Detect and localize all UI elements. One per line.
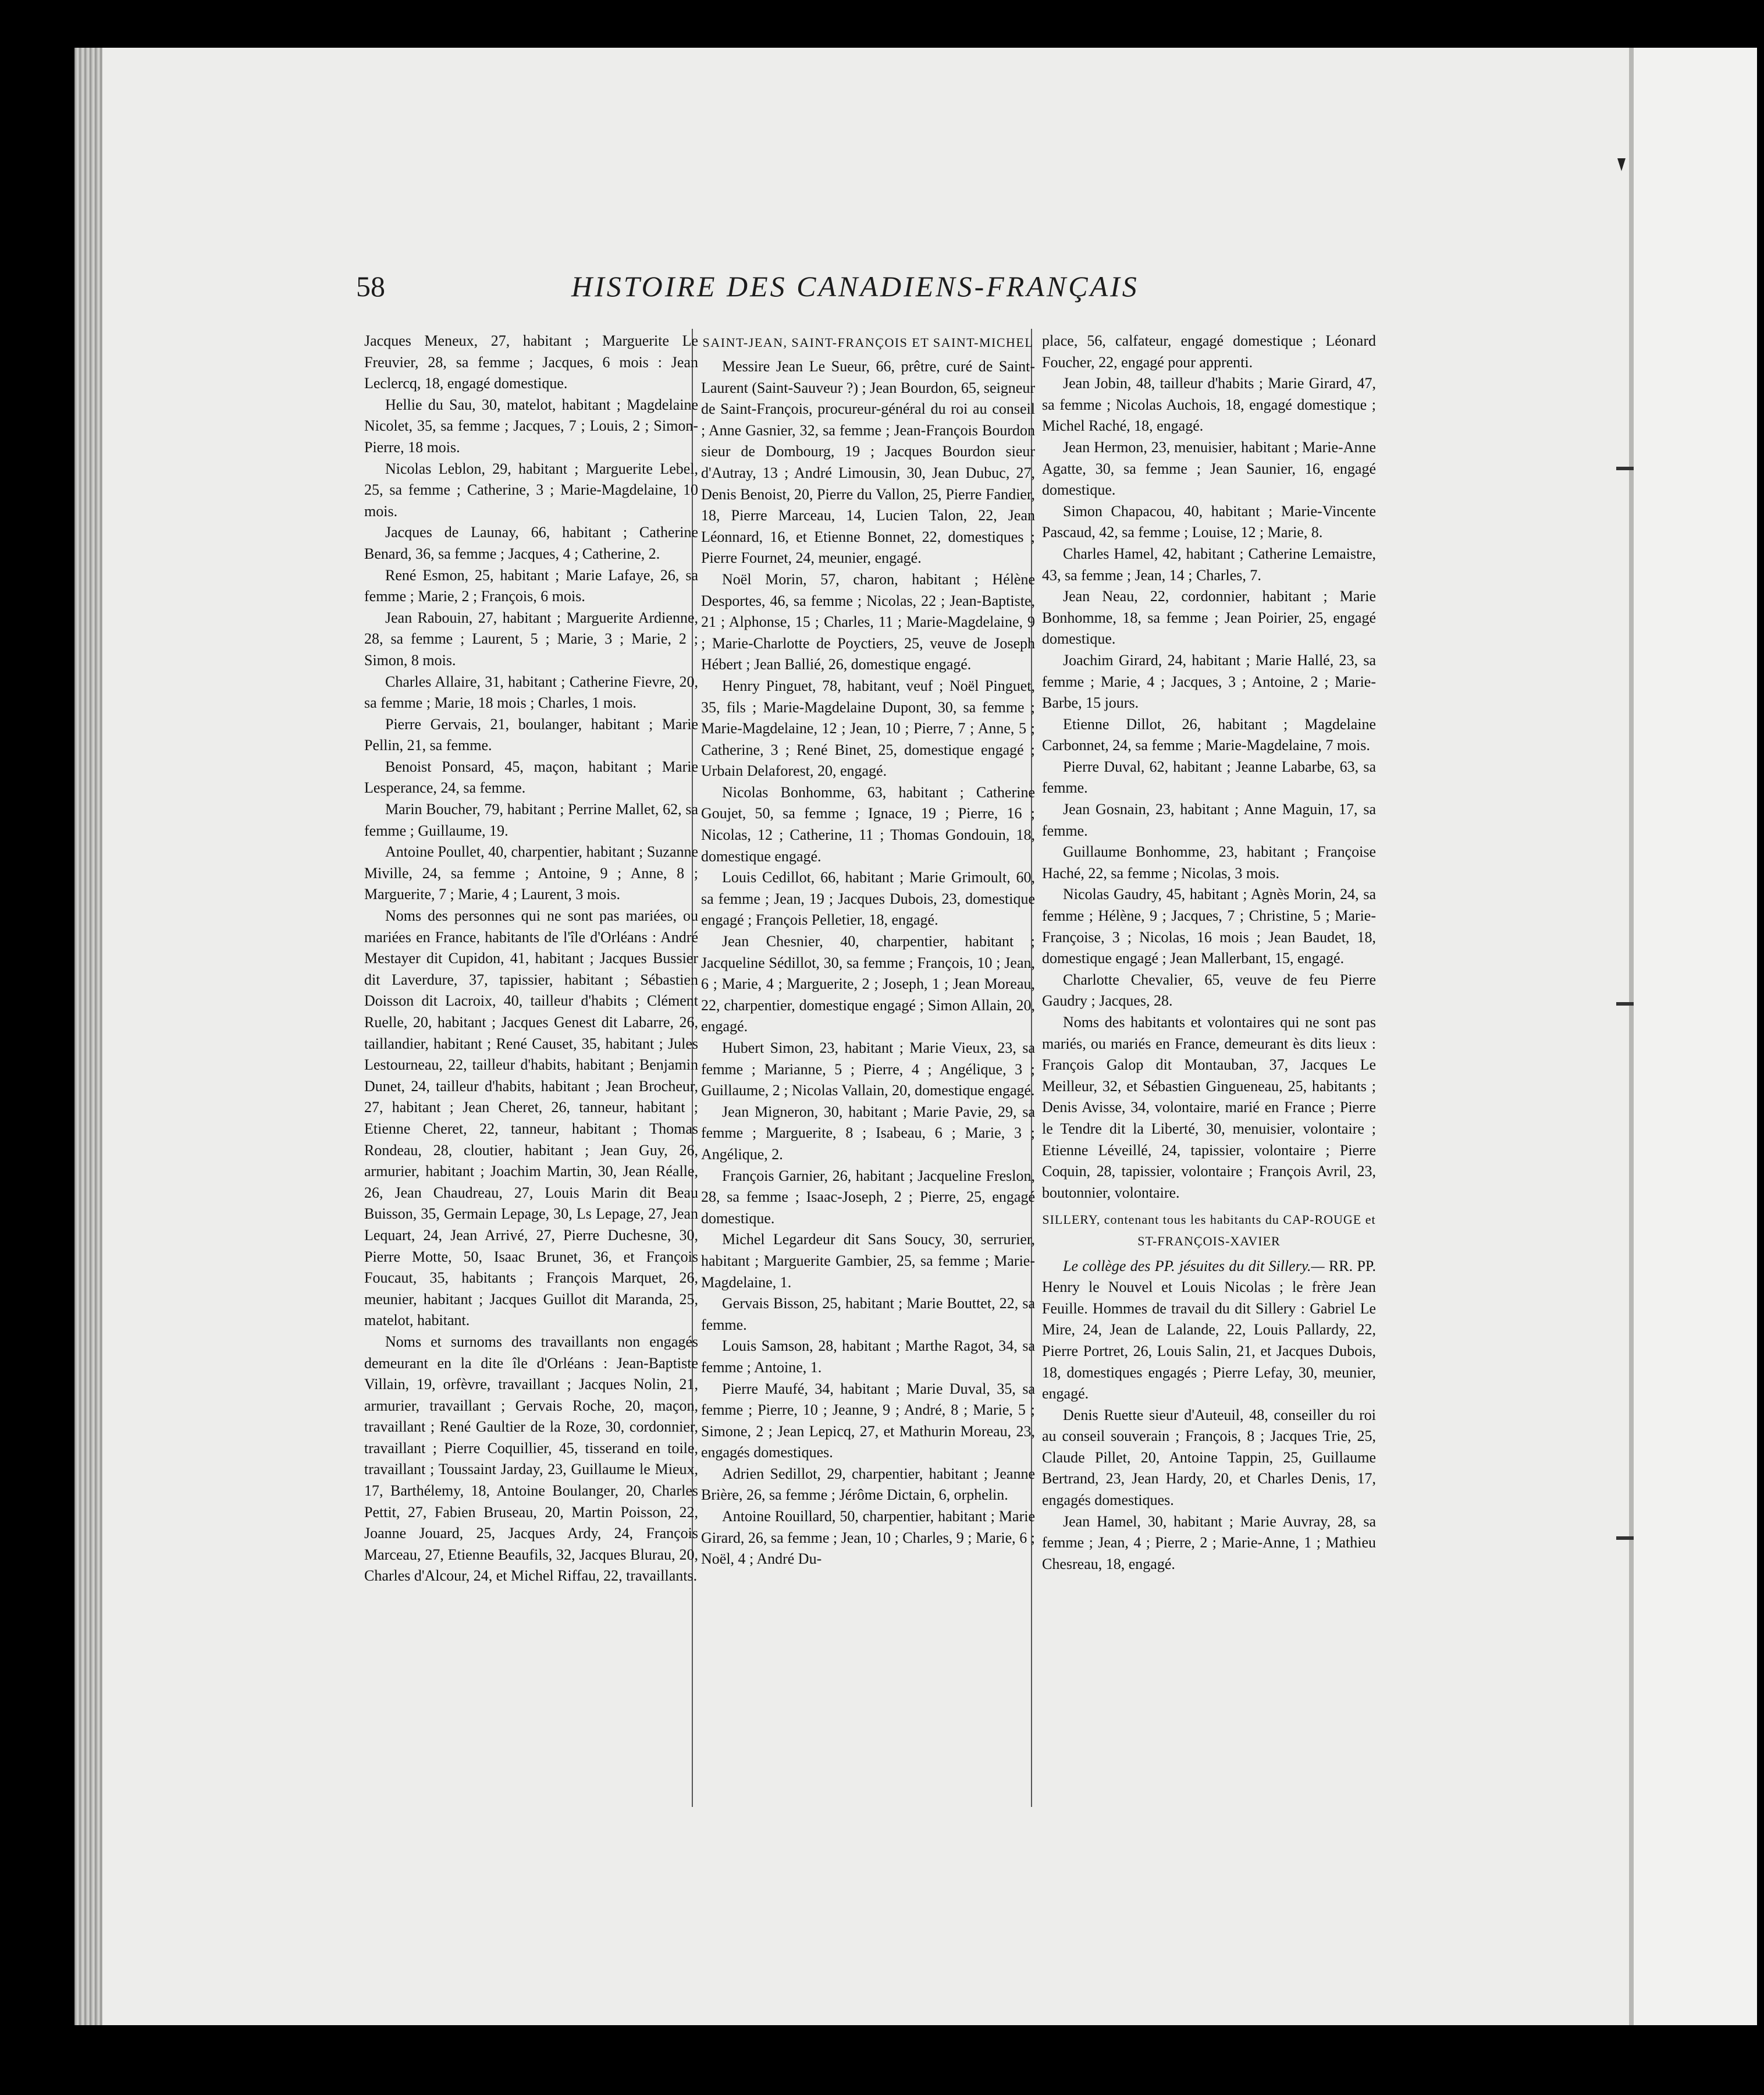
text-column-3 (1042, 331, 1376, 1575)
margin-mark (1617, 158, 1626, 171)
entry-text: RR. PP. Henry le Nouvel et Louis Nicolas ; le frère Jean Feuille. Hommes de travail du dit Sillery : Gabriel Le Mire, 24, Jean de Lalande, 22, Louis Pallardy, 22, Pierre Portret, 26, Louis Salin, 21, et Jacques Dubois, 18, domestiques engagés ; Pierre Lefay, 30, meunier, engagé. (1042, 1257, 1377, 1402)
census-entry: Benoist Ponsard, 45, maçon, habitant ; Marie Lesperance, 24, sa femme. (364, 758, 698, 797)
census-entry: Noms des personnes qui ne sont pas mariées, ou mariées en France, habitants de l'île d'Orléans : André Mestayer dit Cupidon, 41, habitant ; Jacques Bussier dit Laverdure, 37, tapissier, habitant ; Sébastien Doisson dit Lacroix, 40, tailleur d'habits ; Clément Ruelle, 20, habitant ; Jacques Genest dit Labarre, 26, taillandier, habitant ; René Causet, 35, habitant ; Jules Lestourneau, 22, tailleur d'habits, habitant ; Benjamin Dunet, 24, tailleur d'habits, habitant ; Jean Brocheur, 27, habitant ; Jean Cheret, 26, tanneur, habitant ; Etienne Cheret, 22, tanneur, habitant ; Thomas Rondeau, 28, cloutier, habitant ; Jean Guy, 26, armurier, habitant ; Joachim Martin, 30, Jean Réalle, 26, Jean Chaudreau, 27, Louis Marin dit Beau Buisson, 35, Germain Lepage, 30, Ls Lepage, 27, Jean Lequart, 24, Jean Arrivé, 27, Pierre Duchesne, 30, Pierre Motte, 50, Isaac Brunet, 36, et François Foucaut, 35, habitants ; François Marquet, 26, meunier, habitant ; Jacques Guillot dit Maranda, 25, matelot, habitant. (364, 907, 698, 1329)
census-entry: Pierre Gervais, 21, boulanger, habitant ; Marie Pellin, 21, sa femme. (364, 715, 698, 754)
census-entry: Henry Pinguet, 78, habitant, veuf ; Noël Pinguet, 35, fils ; Marie-Magdelaine Dupont, 30, sa femme ; Marie-Magdelaine, 12 ; Jean, 10 ; Pierre, 7 ; Anne, 5 ; Catherine, 3 ; René Binet, 25, domestique engagé ; Urbain Delaforest, 20, engagé. (701, 677, 1035, 780)
census-entry: Noms et surnoms des travaillants non engagés demeurant en la dite île d'Orléans : Jean-Baptiste Villain, 19, orfèvre, travaillant ; Jacques Nolin, 21, armurier, travaillant ; Gervais Roche, 20, maçon, travaillant ; René Gaultier de la Roze, 30, cordonnier, travaillant ; Pierre Coquillier, 45, tisserand en toile, travaillant ; Toussaint Jarday, 23, Guillaume le Mieux, 17, Barthélemy, 18, Antoine Boulanger, 20, Charles Pettit, 27, Fabien Bruseau, 20, Martin Poisson, 22, Joanne Jouard, 25, Jacques Ardy, 24, François Marceau, 27, Etienne Beaufils, 32, Jacques Blurau, 20, Charles d'Alcour, 24, et Michel Riffau, 22, travaillants. (364, 1333, 698, 1585)
census-entry: Noël Morin, 57, charon, habitant ; Hélène Desportes, 46, sa femme ; Nicolas, 22 ; Jean-Baptiste, 21 ; Alphonse, 15 ; Charles, 11 ; Marie-Magdelaine, 9 ; Marie-Charlotte de Poyctiers, 25, veuve de Joseph Hébert ; Jean Ballié, 26, domestique engagé. (701, 570, 1035, 673)
census-entry: Messire Jean Le Sueur, 66, prêtre, curé de Saint-Laurent (Saint-Sauveur ?) ; Jean Bourdon, 65, seigneur de Saint-François, procureur-général du roi au conseil ; Anne Gasnier, 32, sa femme ; Jean-François Bourdon sieur de Dombourg, 19 ; Jacques Bourdon sieur d'Autray, 13 ; André Limousin, 30, Jean Dubuc, 27, Denis Benoist, 20, Pierre du Vallon, 25, Pierre Fandier, 18, Pierre Marceau, 14, Lucien Talon, 22, Jean Léonnard, 16, et Etienne Bonnet, 22, domestiques ; Pierre Fournet, 24, meunier, engagé. (701, 358, 1036, 567)
census-entry: Charles Allaire, 31, habitant ; Catherine Fievre, 20, sa femme ; Marie, 18 mois ; Charles, 1 mois. (364, 673, 698, 712)
census-entry: Jean Rabouin, 27, habitant ; Marguerite Ardienne, 28, sa femme ; Laurent, 5 ; Marie, 3 ; Marie, 2 ; Simon, 8 mois. (364, 609, 698, 669)
census-entry: Jean Neau, 22, cordonnier, habitant ; Marie Bonhomme, 18, sa femme ; Jean Poirier, 25, engagé domestique. (1042, 588, 1376, 648)
census-entry: Antoine Rouillard, 50, charpentier, habitant ; Marie Girard, 26, sa femme ; Jean, 10 ; Charles, 9 ; Marie, 6 ; Noël, 4 ; André Du- (701, 1508, 1035, 1568)
census-entry: François Garnier, 26, habitant ; Jacqueline Freslon, 28, sa femme ; Isaac-Joseph, 2 ; Pierre, 25, engagé domestique. (701, 1167, 1035, 1227)
page-fold (1629, 48, 1634, 2025)
census-entry: Charlotte Chevalier, 65, veuve de feu Pierre Gaudry ; Jacques, 28. (1042, 971, 1376, 1010)
census-entry: Guillaume Bonhomme, 23, habitant ; Françoise Haché, 22, sa femme ; Nicolas, 3 mois. (1042, 843, 1376, 882)
census-entry (1042, 1256, 1376, 1405)
entry-italic-lead: Le collège des PP. jésuites du dit Sillery.— (1063, 1257, 1325, 1274)
census-entry: Etienne Dillot, 26, habitant ; Magdelaine Carbonnet, 24, sa femme ; Marie-Magdelaine, 7 mois. (1042, 715, 1376, 754)
census-entry: Jacques de Launay, 66, habitant ; Catherine Benard, 36, sa femme ; Jacques, 4 ; Catherine, 2. (364, 524, 698, 562)
section-heading: SAINT-JEAN, SAINT-FRANÇOIS ET SAINT-MICHEL (702, 335, 1034, 350)
census-entry: Nicolas Bonhomme, 63, habitant ; Catherine Goujet, 50, sa femme ; Ignace, 19 ; Pierre, 16 ; Nicolas, 12 ; Catherine, 11 ; Thomas Gondouin, 18, domestique engagé. (701, 783, 1035, 865)
census-entry: René Esmon, 25, habitant ; Marie Lafaye, 26, sa femme ; Marie, 2 ; François, 6 mois. (364, 566, 698, 605)
census-entry: Nicolas Leblon, 29, habitant ; Marguerite Lebel, 25, sa femme ; Catherine, 3 ; Marie-Magdelaine, 10 mois. (364, 460, 698, 520)
census-entry: Louis Cedillot, 66, habitant ; Marie Grimoult, 60, sa femme ; Jean, 19 ; Jacques Dubois, 23, domestique engagé ; François Pelletier, 18, engagé. (701, 869, 1035, 929)
census-entry: Denis Ruette sieur d'Auteuil, 48, conseiller du roi au conseil souverain ; François, 8 ; Jacques Trie, 25, Claude Pillet, 20, Antoine Tappin, 25, Guillaume Bertrand, 23, Jean Hardy, 20, et Charles Denis, 17, engagés domestiques. (1042, 1406, 1376, 1509)
census-entry: Jean Gosnain, 23, habitant ; Anne Maguin, 17, sa femme. (1042, 801, 1376, 839)
census-entry: Joachim Girard, 24, habitant ; Marie Hallé, 23, sa femme ; Marie, 4 ; Jacques, 3 ; Antoine, 2 ; Marie-Barbe, 15 jours. (1042, 651, 1376, 712)
census-entry: Hubert Simon, 23, habitant ; Marie Vieux, 23, sa femme ; Marianne, 5 ; Pierre, 4 ; Angélique, 3 ; Guillaume, 2 ; Nicolas Vallain, 20, domestique engagé. (701, 1039, 1035, 1099)
census-entry: Pierre Duval, 62, habitant ; Jeanne Labarbe, 63, sa femme. (1042, 758, 1376, 797)
census-entry: Gervais Bisson, 25, habitant ; Marie Bouttet, 22, sa femme. (701, 1295, 1035, 1333)
census-entry: Jean Jobin, 48, tailleur d'habits ; Marie Girard, 47, sa femme ; Nicolas Auchois, 18, engagé domestique ; Michel Raché, 18, engagé. (1042, 375, 1376, 435)
census-entry: Jean Hermon, 23, menuisier, habitant ; Marie-Anne Agatte, 30, sa femme ; Jean Saunier, 16, engagé domestique. (1042, 438, 1376, 499)
text-column-1 (364, 331, 698, 1587)
census-entry: Jean Migneron, 30, habitant ; Marie Pavie, 29, sa femme ; Marguerite, 8 ; Isabeau, 6 ; Marie, 3 ; Angélique, 2. (701, 1103, 1035, 1163)
page-edges (74, 48, 102, 2025)
next-page-strip (1634, 48, 1757, 2025)
census-entry: Charles Hamel, 42, habitant ; Catherine Lemaistre, 43, sa femme ; Jean, 14 ; Charles, 7. (1042, 545, 1376, 584)
census-entry: Jean Chesnier, 40, charpentier, habitant ; Jacqueline Sédillot, 30, sa femme ; François, 10 ; Jean, 6 ; Marie, 4 ; Marguerite, 2 ; Joseph, 1 ; Jean Moreau, 22, charpentier, domestique engagé ; Simon Allain, 20, engagé. (701, 933, 1035, 1035)
census-entry: Jacques Meneux, 27, habitant ; Marguerite Le Freuvier, 28, sa femme ; Jacques, 6 mois : Jean Leclercq, 18, engagé domestique. (364, 332, 698, 392)
text-column-2 (701, 331, 1035, 1570)
census-entry: Jean Hamel, 30, habitant ; Marie Auvray, 28, sa femme ; Jean, 4 ; Pierre, 2 ; Marie-Anne, 1 ; Mathieu Chesreau, 18, engagé. (1042, 1512, 1376, 1572)
margin-tick (1616, 467, 1634, 470)
census-entry: Adrien Sedillot, 29, charpentier, habitant ; Jeanne Brière, 26, sa femme ; Jérôme Dictain, 6, orphelin. (701, 1465, 1035, 1504)
census-entry: Pierre Maufé, 34, habitant ; Marie Duval, 35, sa femme ; Pierre, 10 ; Jeanne, 9 ; André, 8 ; Marie, 5 ; Simone, 2 ; Jean Lepicq, 27, et Mathurin Moreau, 23, engagés domestiques. (701, 1380, 1035, 1461)
census-entry: Nicolas Gaudry, 45, habitant ; Agnès Morin, 24, sa femme ; Hélène, 9 ; Jacques, 7 ; Christine, 5 ; Marie-Françoise, 3 ; Nicolas, 16 mois ; Jean Baudet, 18, domestique engagé ; Jean Mallerbant, 15, engagé. (1042, 886, 1376, 967)
page-number: 58 (356, 270, 385, 303)
census-entry: Noms des habitants et volontaires qui ne sont pas mariés, ou mariés en France, demeurant ès dits lieux : François Galop dit Montauban, 37, Jacques Le Meilleur, 32, et Sébastien Gingueneau, 25, habitants ; Denis Avisse, 34, volontaire, marié en France ; Pierre le Tendre dit la Liberté, 30, menuisier, volontaire ; Etienne Léveillé, 24, tapissier, volontaire ; Pierre Coquin, 28, tapissier, volontaire ; François Avril, 23, boutonnier, volontaire. (1042, 1014, 1376, 1201)
census-entry: Marin Boucher, 79, habitant ; Perrine Mallet, 62, sa femme ; Guillaume, 19. (364, 801, 698, 839)
census-entry: Louis Samson, 28, habitant ; Marthe Ragot, 34, sa femme ; Antoine, 1. (701, 1337, 1035, 1376)
census-entry: Hellie du Sau, 30, matelot, habitant ; Magdelaine Nicolet, 35, sa femme ; Jacques, 7 ; Louis, 2 ; Simon-Pierre, 18 mois. (364, 396, 698, 456)
census-entry: Antoine Poullet, 40, charpentier, habitant ; Suzanne Miville, 24, sa femme ; Antoine, 9 ; Anne, 8 ; Marguerite, 7 ; Marie, 4 ; Laurent, 3 mois. (364, 843, 698, 903)
census-entry: Michel Legardeur dit Sans Soucy, 30, serrurier, habitant ; Marguerite Gambier, 25, sa femme ; Marie-Magdelaine, 1. (701, 1231, 1035, 1291)
page-header (356, 269, 1150, 304)
margin-tick (1616, 1002, 1634, 1006)
running-title: HISTOIRE DES CANADIENS-FRANÇAIS (571, 270, 1139, 303)
margin-tick (1616, 1536, 1634, 1540)
section-subheading: SILLERY, contenant tous les habitants du CAP-ROUGE et ST-FRANÇOIS-XAVIER (1042, 1212, 1376, 1248)
census-entry: place, 56, calfateur, engagé domestique ; Léonard Foucher, 22, engagé pour apprenti. (1042, 332, 1376, 371)
census-entry: Simon Chapacou, 40, habitant ; Marie-Vincente Pascaud, 42, sa femme ; Louise, 12 ; Marie, 8. (1042, 502, 1376, 541)
